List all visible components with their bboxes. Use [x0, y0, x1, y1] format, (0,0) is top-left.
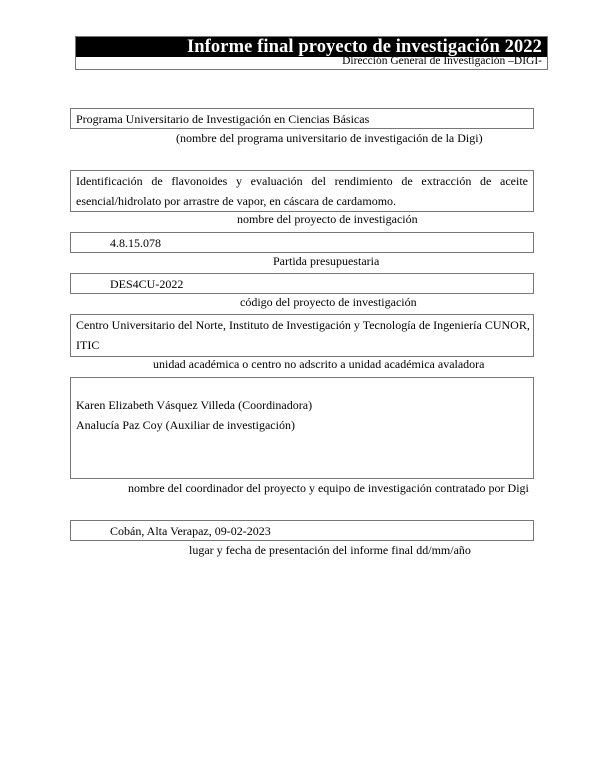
academic-unit-field: [70, 314, 534, 357]
team-member-coordinator: Karen Elizabeth Vásquez Villeda (Coordinadora): [76, 398, 313, 412]
budget-line-caption: Partida presupuestaria: [273, 254, 380, 268]
project-code-value: DES4CU-2022: [110, 277, 184, 291]
team-field: [70, 377, 534, 479]
place-date-value: Cobán, Alta Verapaz, 09-02-2023: [110, 524, 271, 538]
project-code-field: [70, 273, 534, 294]
project-name-line-2: esencial/hidrolato por arrastre de vapor, en cáscara de cardamomo.: [76, 194, 397, 208]
project-name-caption: nombre del proyecto de investigación: [237, 212, 418, 226]
project-name-line-1: Identificación de flavonoides y evaluación del rendimiento de extracción de aceite: [76, 174, 528, 188]
program-field: [70, 108, 534, 129]
budget-line-value: 4.8.15.078: [110, 236, 161, 250]
academic-unit-caption: unidad académica o centro no adscrito a unidad académica avaladora: [153, 357, 485, 371]
team-member-assistant: Analucía Paz Coy (Auxiliar de investigación): [76, 418, 295, 432]
project-code-caption: código del proyecto de investigación: [240, 295, 417, 309]
report-title: Informe final proyecto de investigación 2022: [76, 37, 547, 57]
program-caption: (nombre del programa universitario de investigación de la Digi): [176, 131, 483, 145]
budget-line-field: [70, 232, 534, 253]
place-date-field: [70, 520, 534, 541]
institution-subtitle: Dirección General de Investigación –DIGI-: [342, 55, 542, 67]
program-value: Programa Universitario de Investigación en Ciencias Básicas: [76, 112, 370, 126]
academic-unit-line-1: Centro Universitario del Norte, Instituto de Investigación y Tecnología de Ingeniería CUNOR,: [76, 318, 530, 332]
document-header: [75, 36, 548, 70]
team-caption: nombre del coordinador del proyecto y equipo de investigación contratado por Digi: [128, 481, 529, 495]
academic-unit-line-2: ITIC: [76, 338, 100, 352]
project-name-field: [70, 170, 534, 212]
place-date-caption: lugar y fecha de presentación del informe final dd/mm/año: [189, 543, 471, 557]
